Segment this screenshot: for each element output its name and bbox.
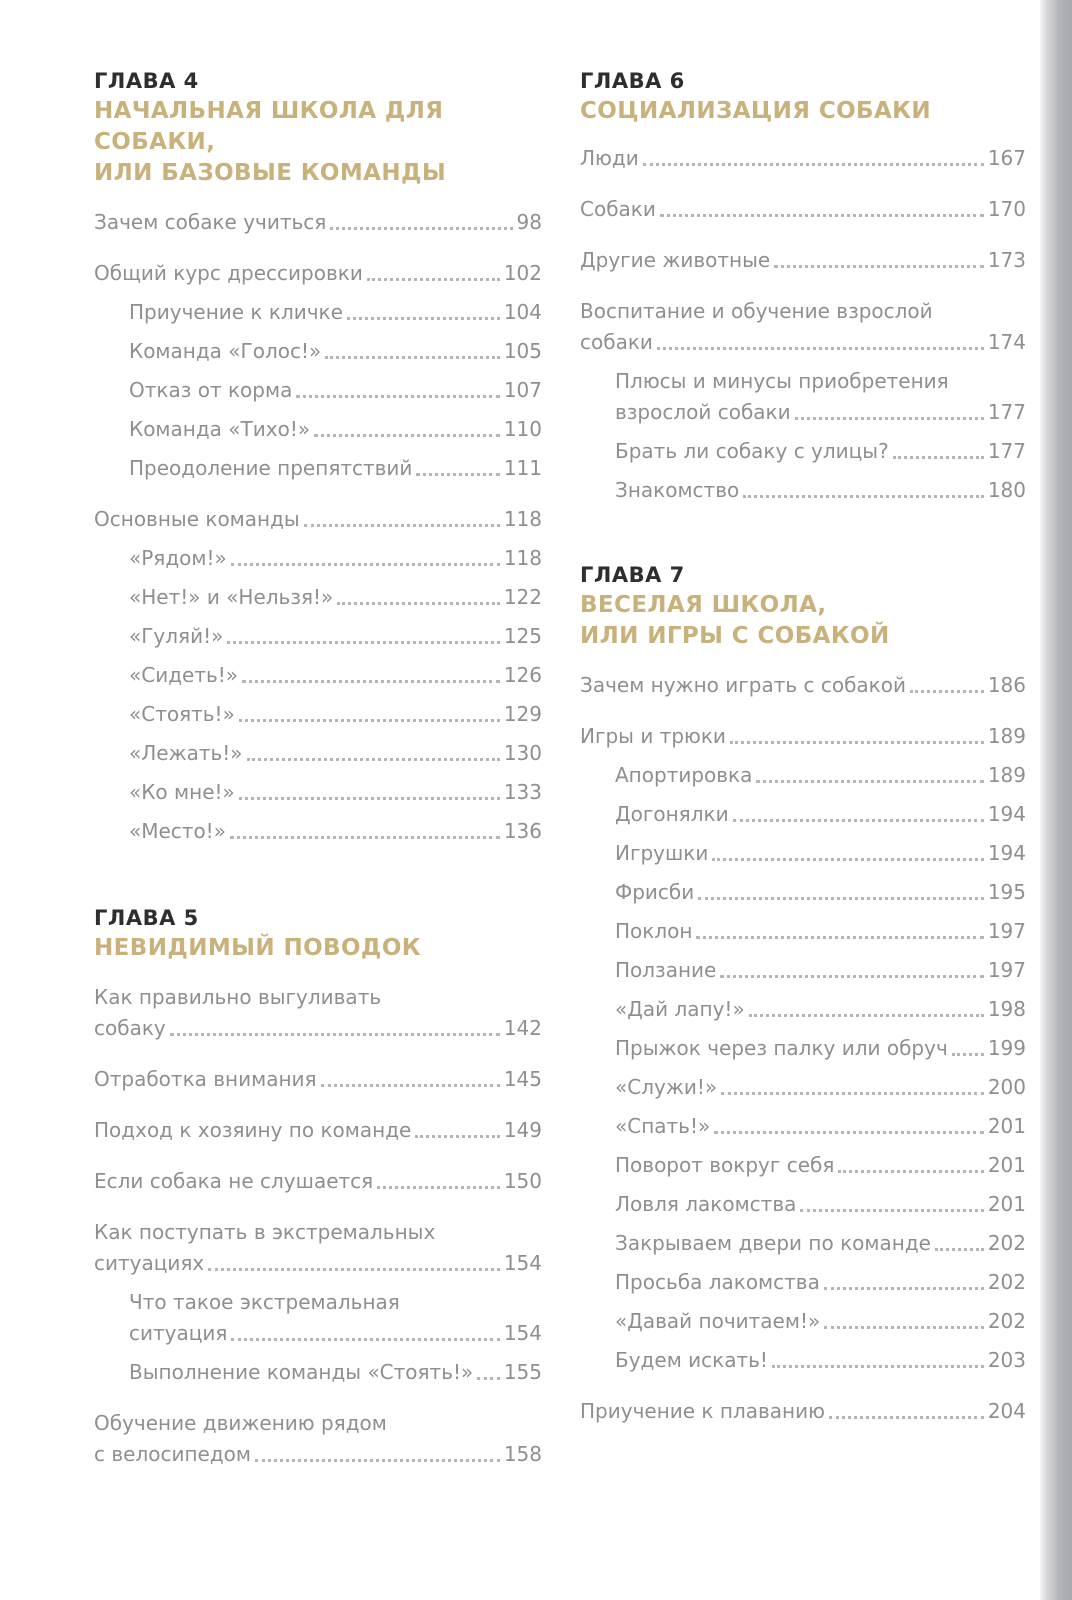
toc-subentry[interactable]: Знакомство 180 xyxy=(615,478,1026,502)
toc-subentry[interactable]: Ползание 197 xyxy=(615,958,1026,982)
chapter-title: СОЦИАЛИЗАЦИЯ СОБАКИ xyxy=(580,98,932,124)
chapter-label: ГЛАВА 7 xyxy=(580,563,685,587)
toc-subentry-multiline[interactable]: Плюсы и минусы приобретения взрослой собаки 177 xyxy=(615,369,1026,424)
toc-entry-multiline[interactable]: Как правильно выгуливать собаку 142 xyxy=(94,985,542,1040)
toc-subentry[interactable]: Поклон 197 xyxy=(615,919,1026,943)
toc-subentry-multiline[interactable]: Что такое экстремальная ситуация 154 xyxy=(129,1290,542,1345)
toc-subentry[interactable]: Преодоление препятствий 111 xyxy=(129,456,542,480)
toc-subentry[interactable]: Выполнение команды «Стоять!» 155 xyxy=(129,1360,542,1384)
toc-subentry[interactable]: Прыжок через палку или обруч 199 xyxy=(615,1036,1026,1060)
chapter-7 xyxy=(580,560,1026,1427)
toc-subentry[interactable]: «Спать!» 201 xyxy=(615,1114,1026,1138)
toc-entry[interactable]: Отработка внимания 145 xyxy=(94,1067,542,1091)
toc-column-right xyxy=(580,66,1026,1435)
chapter-title: НАЧАЛЬНАЯ ШКОЛА ДЛЯ СОБАКИ, ИЛИ БАЗОВЫЕ КОМАНДЫ xyxy=(94,98,447,186)
toc-entry[interactable]: Зачем собаке учиться 98 xyxy=(94,210,542,234)
chapter-title: ВЕСЕЛАЯ ШКОЛА, ИЛИ ИГРЫ С СОБАКОЙ xyxy=(580,592,890,649)
toc-entry[interactable]: Зачем нужно играть с собакой 186 xyxy=(580,673,1026,697)
toc-subentry[interactable]: Будем искать! 203 xyxy=(615,1348,1026,1372)
chapter-label: ГЛАВА 4 xyxy=(94,69,199,93)
toc-subentry[interactable]: Поворот вокруг себя 201 xyxy=(615,1153,1026,1177)
toc-entry[interactable]: Люди 167 xyxy=(580,146,1026,170)
toc-entry[interactable]: Другие животные 173 xyxy=(580,248,1026,272)
toc-subentry[interactable]: «Место!» 136 xyxy=(129,819,542,843)
toc-subentry[interactable]: Команда «Голос!» 105 xyxy=(129,339,542,363)
toc-subentry[interactable]: «Стоять!» 129 xyxy=(129,702,542,726)
toc-subentry[interactable]: «Дай лапу!» 198 xyxy=(615,997,1026,1021)
toc-subentry[interactable]: Закрываем двери по команде 202 xyxy=(615,1231,1026,1255)
toc-subentry[interactable]: Приучение к кличке 104 xyxy=(129,300,542,324)
toc-subentry[interactable]: «Гуляй!» 125 xyxy=(129,624,542,648)
toc-subentry[interactable]: «Сидеть!» 126 xyxy=(129,663,542,687)
toc-entry[interactable]: Основные команды 118 xyxy=(94,507,542,531)
chapter-entries xyxy=(580,143,1026,506)
toc-subentry[interactable]: Отказ от корма 107 xyxy=(129,378,542,402)
toc-entry-multiline[interactable]: Воспитание и обучение взрослой собаки 174 xyxy=(580,299,1026,354)
chapter-4 xyxy=(94,66,542,847)
toc-entry[interactable]: Приучение к плаванию 204 xyxy=(580,1399,1026,1423)
toc-subentry[interactable]: Апортировка 189 xyxy=(615,763,1026,787)
chapter-label: ГЛАВА 5 xyxy=(94,906,199,930)
toc-subentry[interactable]: Команда «Тихо!» 110 xyxy=(129,417,542,441)
toc-subentry[interactable]: «Ко мне!» 133 xyxy=(129,780,542,804)
toc-entry[interactable]: Игры и трюки 189 xyxy=(580,724,1026,748)
chapter-entries xyxy=(94,982,542,1470)
toc-subentry[interactable]: Ловля лакомства 201 xyxy=(615,1192,1026,1216)
toc-subentry[interactable]: Брать ли собаку с улицы? 177 xyxy=(615,439,1026,463)
toc-subentry[interactable]: Игрушки 194 xyxy=(615,841,1026,865)
toc-entry[interactable]: Подход к хозяину по команде 149 xyxy=(94,1118,542,1142)
chapter-6 xyxy=(580,66,1026,506)
toc-subentry[interactable]: «Лежать!» 130 xyxy=(129,741,542,765)
toc-entry-multiline[interactable]: Как поступать в экстремальных ситуациях 154 xyxy=(94,1220,542,1275)
toc-entry-multiline[interactable]: Обучение движению рядом с велосипедом 158 xyxy=(94,1411,542,1466)
chapter-title: НЕВИДИМЫЙ ПОВОДОК xyxy=(94,935,421,961)
chapter-label: ГЛАВА 6 xyxy=(580,69,685,93)
toc-subentry[interactable]: Догонялки 194 xyxy=(615,802,1026,826)
chapter-entries xyxy=(94,207,542,847)
toc-entry[interactable]: Если собака не слушается 150 xyxy=(94,1169,542,1193)
chapter-entries xyxy=(580,670,1026,1427)
toc-subentry[interactable]: «Рядом!» 118 xyxy=(129,546,542,570)
toc-subentry[interactable]: «Давай почитаем!» 202 xyxy=(615,1309,1026,1333)
toc-subentry[interactable]: Фрисби 195 xyxy=(615,880,1026,904)
toc-subentry[interactable]: «Служи!» 200 xyxy=(615,1075,1026,1099)
toc-column-left xyxy=(94,66,542,1478)
toc-entry[interactable]: Собаки 170 xyxy=(580,197,1026,221)
toc-entry[interactable]: Общий курс дрессировки 102 xyxy=(94,261,542,285)
toc-subentry[interactable]: «Нет!» и «Нельзя!» 122 xyxy=(129,585,542,609)
page-binding-edge xyxy=(1040,0,1072,1600)
toc-subentry[interactable]: Просьба лакомства 202 xyxy=(615,1270,1026,1294)
chapter-5 xyxy=(94,903,542,1470)
